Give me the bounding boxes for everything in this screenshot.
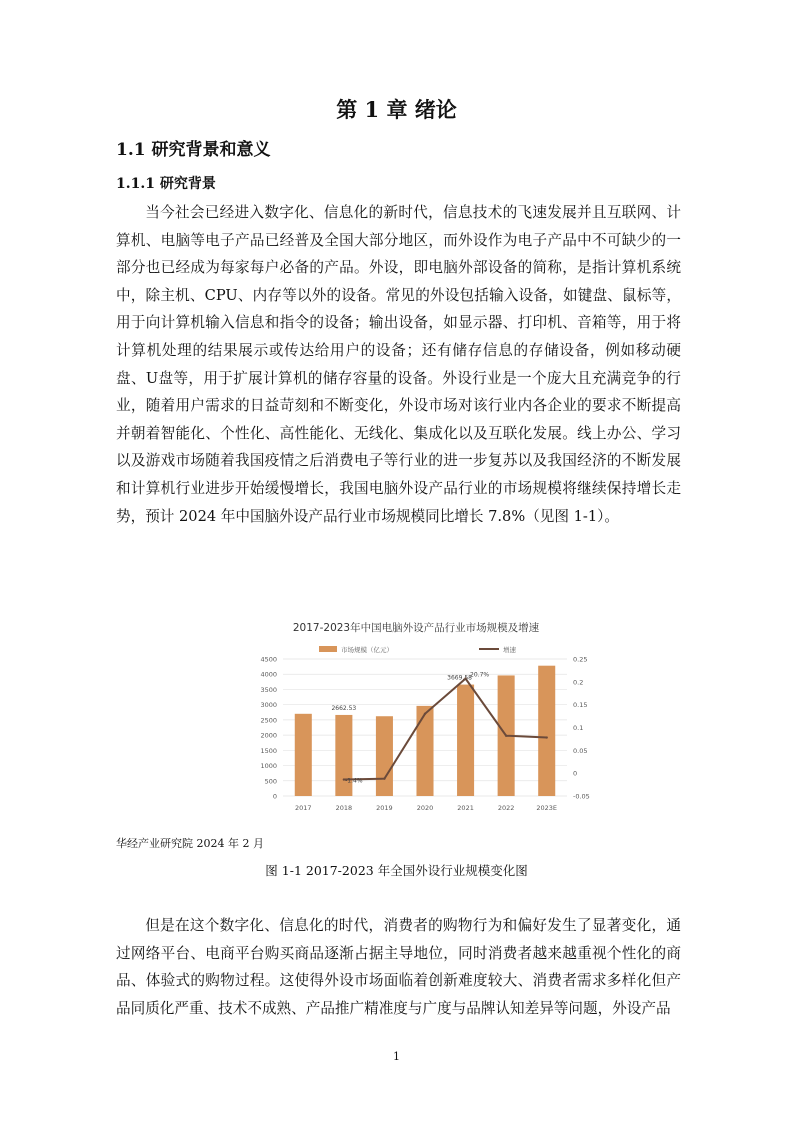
x-tick-label: 2021: [457, 804, 474, 812]
y-left-tick-label: 2500: [260, 716, 277, 725]
y-left-tick-label: 4500: [260, 655, 277, 664]
x-tick-label: 2018: [335, 804, 353, 812]
figure-source: 华经产业研究院 2024 年 2 月: [116, 837, 264, 850]
y-right-tick-label: 0: [573, 769, 578, 778]
x-tick-label: 2023E: [536, 804, 558, 812]
y-right-tick-label: 0.2: [573, 678, 584, 687]
legend-label-growth: 增速: [503, 646, 516, 654]
growth-point-2022: [505, 735, 507, 737]
growth-point-2020: [424, 713, 426, 715]
paragraph-consumer-change: 但是在这个数字化、信息化的时代，消费者的购物行为和偏好发生了显著变化，通过网络平台、电商平台购买商品逐渐占据主导地位，同时消费者越来越重视个性化的商品、体验式的购物过程。这使得外设市场面临着创新难度较大、消费者需求多样化但产品同质化严重、技术不成熟、产品推广精准度与广度与品牌认知差异等问题，外设产品: [116, 917, 681, 1017]
y-right-tick-label: 0.15: [573, 701, 588, 710]
y-left-tick-label: 2000: [260, 731, 277, 740]
growth-point-2023E: [546, 736, 548, 738]
data-label: 2662.53: [331, 704, 357, 712]
bar-2017: [295, 714, 312, 796]
bar-2019: [376, 716, 393, 796]
x-tick-label: 2020: [416, 804, 434, 812]
y-left-tick-label: 0: [272, 792, 277, 801]
x-tick-label: 2017: [295, 804, 312, 812]
figure-caption: 图 1-1 2017-2023 年全国外设行业规模变化图: [265, 863, 528, 878]
y-left-tick-label: 3500: [260, 685, 277, 694]
chart-title: 2017-2023年中国电脑外设产品行业市场规模及增速: [292, 622, 540, 634]
y-left-tick-label: 1500: [260, 746, 277, 755]
subsection-title: 1.1.1 研究背景: [116, 176, 216, 192]
growth-point-2019: [383, 777, 385, 779]
paragraph-background: 当今社会已经进入数字化、信息化的新时代，信息技术的飞速发展并且互联网、计算机、电脑等电子产品已经普及全国大部分地区，而外设作为电子产品中不可缺少的一部分也已经成为每家每户必备的产品。外设，即电脑外部设备的简称，是指计算机系统中，除主机、CPU、内存等以外的设备。常见的外设包括输入设备，如键盘、鼠标等，用于向计算机输入信息和指令的设备；输出设备，如显示器、打印机、音箱等，用于将计算机处理的结果展示或传达给用户的设备；还有储存信息的存储设备，例如移动硬盘、U盘等，用于扩展计算机的储存容量的设备。外设行业是一个庞大且充满竞争的行业，随着用户需求的日益苛刻和不断变化，外设市场对该行业内各企业的要求不断提高并朝着智能化、个性化、高性能化、无线化、集成化以及互联化发展。线上办公、学习以及游戏市场随着我国疫情之后消费电子等行业的进一步复苏以及我国经济的不断发展和计算机行业进步开始缓慢增长，我国电脑外设产品行业的市场规模将继续保持增长走势，预计 2024 年中国脑外设产品行业市场规模同比增长 7.8%（见图 1-1）。: [116, 204, 681, 525]
data-label: 3669.58: [447, 674, 472, 682]
y-right-tick-label: 0.1: [573, 724, 584, 732]
y-left-tick-label: 500: [264, 777, 277, 786]
section-title: 1.1 研究背景和意义: [116, 140, 271, 160]
x-tick-label: 2022: [497, 804, 515, 812]
figure-chart: [227, 601, 605, 827]
growth-line: [344, 679, 547, 780]
page-number: 1: [393, 1050, 400, 1063]
data-label: 20.7%: [470, 671, 490, 679]
market-size-chart: [227, 601, 605, 827]
legend-label-market-size: 市场规模（亿元）: [341, 646, 393, 654]
y-left-tick-label: 4000: [260, 670, 277, 679]
y-right-tick-label: 0.05: [573, 746, 588, 755]
y-left-tick-label: 1000: [260, 762, 277, 771]
data-label: -1.4%: [345, 777, 363, 785]
y-right-tick-label: 0.25: [573, 655, 588, 664]
bar-2023E: [538, 666, 555, 796]
x-tick-label: 2019: [376, 804, 393, 812]
bar-2021: [457, 685, 474, 796]
legend-swatch-market-size: [319, 646, 337, 652]
y-right-tick-label: -0.05: [573, 792, 590, 801]
chapter-title: 第 1 章 绪论: [336, 97, 457, 122]
y-left-tick-label: 3000: [260, 701, 277, 710]
bar-2020: [416, 706, 433, 796]
